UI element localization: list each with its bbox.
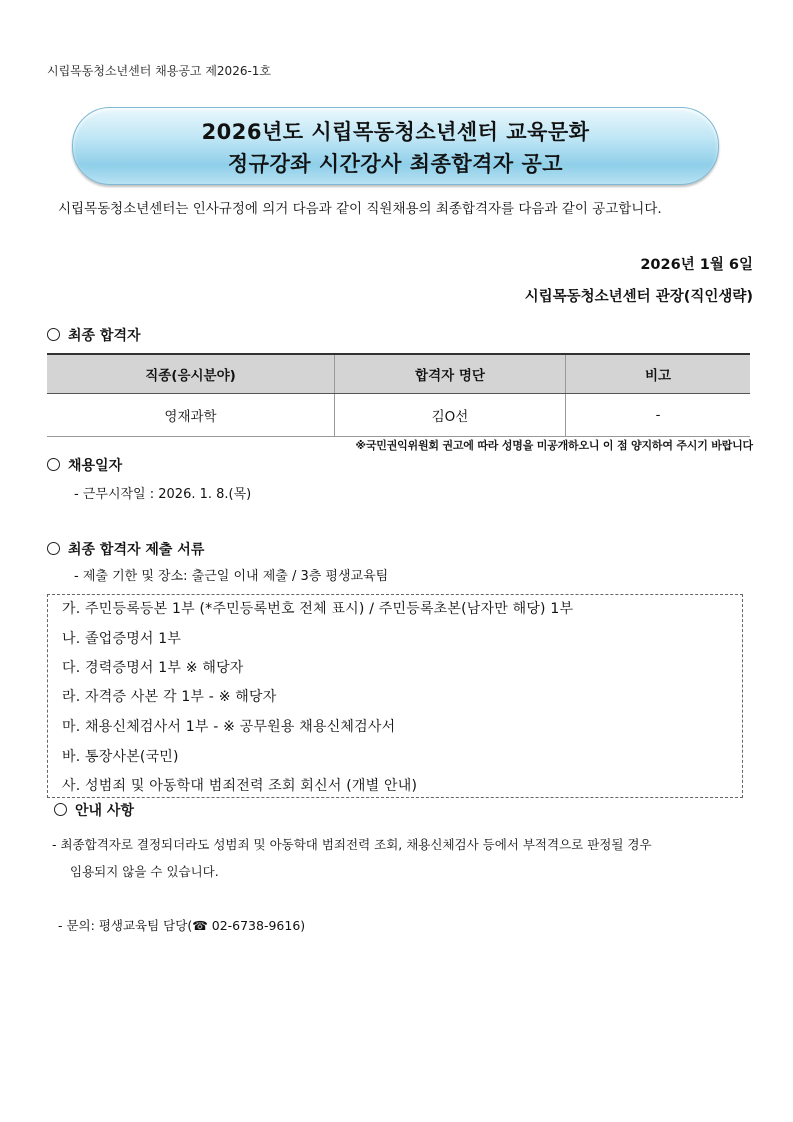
notice-date: 2026년 1월 6일	[640, 257, 753, 273]
list-item: 나. 졸업증명서 1부	[62, 631, 182, 647]
list-item: 바. 통장사본(국민)	[62, 749, 179, 765]
documents-box	[47, 594, 743, 798]
privacy-note: ※국민권익위원회 권고에 따라 성명을 미공개하오니 이 점 양지하여 주시기 바랍니다	[355, 439, 753, 452]
title-line-2: 정규강좌 시간강사 최종합격자 공고	[227, 152, 564, 176]
header-job-field: 직종(응시분야)	[47, 354, 335, 394]
guide-text-line-2: 임용되지 않을 수 있습니다.	[70, 864, 219, 879]
section-title-hire-date: 채용일자	[47, 455, 122, 475]
circle-bullet-icon	[47, 542, 60, 555]
section-title-guide: 안내 사항	[54, 800, 134, 820]
result-table	[47, 353, 750, 437]
title-banner	[72, 107, 719, 185]
intro-text: 시립목동청소년센터는 인사규정에 의거 다음과 같이 직원채용의 최종합격자를 다음과 같이 공고합니다.	[58, 201, 662, 217]
guide-text-line-1: - 최종합격자로 결정되더라도 성범죄 및 아동학대 범죄전력 조회, 채용신체검사 등에서 부적격으로 판정될 경우	[52, 837, 652, 852]
circle-bullet-icon	[47, 328, 60, 341]
notice-reference-number: 시립목동청소년센터 채용공고 제2026-1호	[47, 64, 272, 78]
work-start-date: - 근무시작일 : 2026. 1. 8.(목)	[74, 487, 252, 502]
list-item: 사. 성범죄 및 아동학대 범죄전력 조회 회신서 (개별 안내)	[62, 778, 418, 794]
cell-remarks: -	[566, 394, 751, 437]
table-header-row	[47, 354, 750, 394]
circle-bullet-icon	[54, 803, 67, 816]
list-item: 가. 주민등록등본 1부 (*주민등록번호 전체 표시) / 주민등록초본(남자만 해당) 1부	[62, 601, 574, 617]
cell-job-field: 영재과학	[47, 394, 335, 437]
list-item: 마. 채용신체검사서 1부 - ※ 공무원용 채용신체검사서	[62, 719, 396, 735]
table-row	[47, 394, 750, 437]
circle-bullet-icon	[47, 458, 60, 471]
title-line-1: 2026년도 시립목동청소년센터 교육문화	[201, 120, 590, 144]
section-title-documents: 최종 합격자 제출 서류	[47, 539, 204, 559]
organization-signature: 시립목동청소년센터 관장(직인생략)	[524, 289, 753, 305]
cell-candidate: 김O선	[335, 394, 566, 437]
list-item: 라. 자격증 사본 각 1부 - ※ 해당자	[62, 689, 277, 705]
list-item: 다. 경력증명서 1부 ※ 해당자	[62, 660, 244, 676]
section-title-final: 최종 합격자	[47, 325, 141, 345]
header-candidates: 합격자 명단	[335, 354, 566, 394]
contact-info: - 문의: 평생교육팀 담당(☎ 02-6738-9616)	[58, 918, 306, 933]
submission-deadline: - 제출 기한 및 장소: 출근일 이내 제출 / 3층 평생교육팀	[74, 569, 389, 584]
header-remarks: 비고	[566, 354, 751, 394]
